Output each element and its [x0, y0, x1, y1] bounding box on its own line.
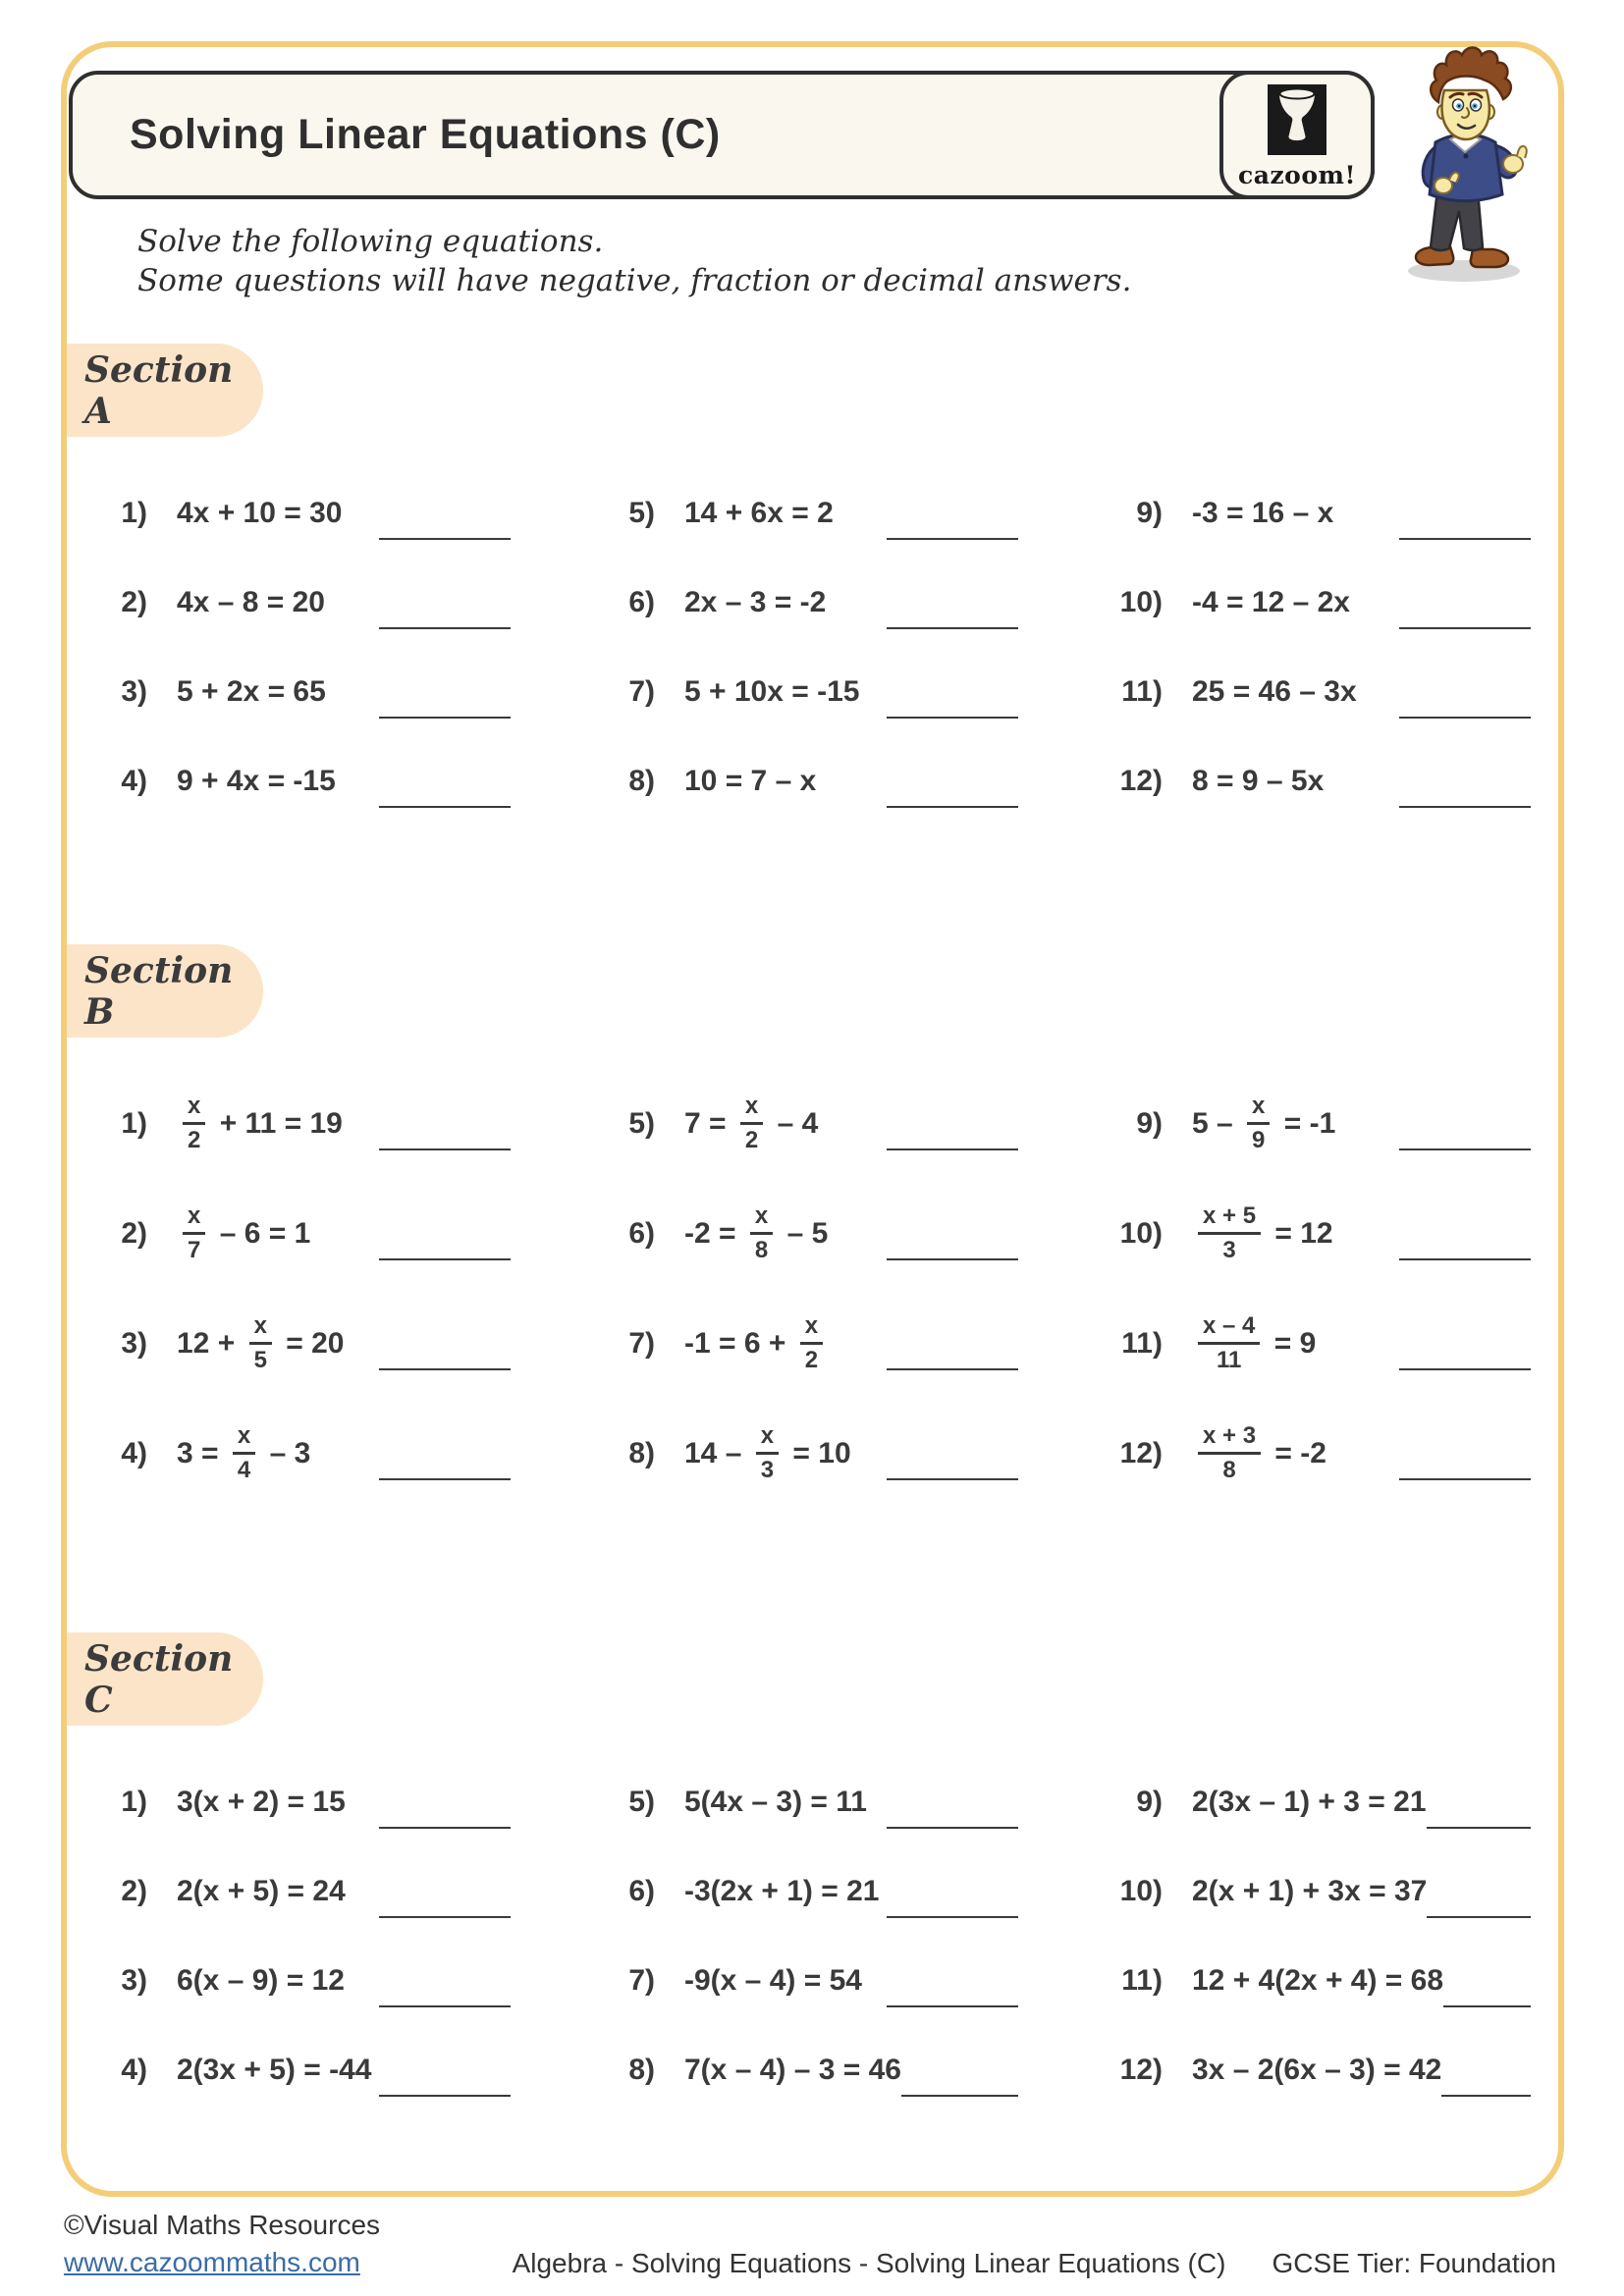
answer-line[interactable] [1399, 538, 1531, 540]
equation-text: – 4 [769, 1107, 819, 1140]
instructions [137, 222, 1131, 300]
fraction [800, 1313, 823, 1371]
fraction-numerator: x [1247, 1094, 1270, 1124]
question-number: 2) [121, 585, 147, 618]
question-c-12 [1109, 2025, 1531, 2114]
question-number: 4) [121, 2053, 147, 2086]
fraction-numerator: x [249, 1313, 272, 1344]
equation [684, 586, 826, 619]
fraction-denominator: 8 [754, 1236, 769, 1263]
answer-line[interactable] [887, 538, 1018, 540]
fraction-numerator: x + 5 [1198, 1203, 1261, 1234]
cazoom-logo [1219, 71, 1375, 199]
answer-line[interactable] [887, 806, 1018, 808]
footer-credits [64, 2207, 486, 2281]
question-number: 7) [628, 1327, 655, 1360]
website-link[interactable]: www.cazoommaths.com [64, 2247, 360, 2277]
section-a-tab [67, 344, 263, 437]
equation [684, 1314, 829, 1372]
answer-line[interactable] [1399, 1148, 1531, 1150]
fraction [1198, 1313, 1260, 1371]
question-b-2 [93, 1179, 511, 1289]
answer-line[interactable] [887, 627, 1018, 629]
question-number: 1) [121, 496, 147, 529]
cazoom-logo-text: cazoom! [1238, 161, 1356, 189]
question-number: 12) [1119, 2053, 1163, 2086]
equation [177, 1875, 346, 1908]
fraction-denominator: 11 [1217, 1346, 1242, 1373]
equation-text: 5 – [1192, 1107, 1242, 1140]
fraction-numerator: x [750, 1203, 773, 1234]
question-number: 8) [628, 1437, 655, 1469]
equation-text: 8 = 9 – 5x [1192, 764, 1325, 797]
answer-line[interactable] [1399, 1368, 1531, 1370]
answer-line[interactable] [887, 717, 1018, 719]
question-number: 9) [1136, 1785, 1163, 1818]
question-c-10 [1109, 1846, 1531, 1936]
fraction-denominator: 9 [1252, 1126, 1266, 1153]
question-number: 6) [628, 1217, 655, 1250]
equation [684, 675, 859, 709]
question-number: 11) [1121, 1327, 1163, 1360]
equation-text: 14 + 6x = 2 [684, 496, 834, 529]
answer-line[interactable] [1399, 806, 1531, 808]
question-a-6 [601, 558, 1018, 647]
equation-text: = 9 [1266, 1327, 1317, 1360]
equation [1192, 2054, 1441, 2087]
equation [1192, 1204, 1333, 1262]
question-a-12 [1109, 736, 1531, 826]
question-b-3 [93, 1289, 511, 1399]
equation [1192, 497, 1333, 530]
equation [1192, 675, 1357, 709]
equation [177, 2054, 371, 2087]
fraction-numerator: x [233, 1423, 255, 1454]
equation-text: 25 = 46 – 3x [1192, 674, 1357, 708]
equation-text: 2(3x + 5) = -44 [177, 2053, 372, 2086]
question-c-3 [93, 1936, 511, 2025]
question-a-4 [93, 736, 511, 826]
question-number: 2) [121, 1874, 147, 1907]
fraction-denominator: 3 [1222, 1236, 1236, 1263]
equation-text: = 10 [785, 1437, 851, 1469]
equation [1192, 1786, 1427, 1819]
equation-text: 2(x + 1) + 3x = 37 [1192, 1874, 1428, 1907]
question-a-10 [1109, 558, 1531, 647]
question-number: 1) [121, 1107, 147, 1140]
answer-line[interactable] [1399, 1258, 1531, 1260]
answer-line[interactable] [379, 2095, 511, 2097]
question-a-9 [1109, 468, 1531, 558]
equation-text: 14 – [684, 1437, 750, 1469]
question-a-11 [1109, 647, 1531, 736]
equation-text: = 12 [1267, 1217, 1333, 1250]
equation-text: = -2 [1267, 1437, 1326, 1469]
question-number: 10) [1119, 1217, 1163, 1250]
question-number: 3) [121, 1327, 147, 1360]
answer-line[interactable] [887, 1916, 1018, 1918]
question-number: 8) [628, 764, 655, 797]
equation-text: 10 = 7 – x [684, 764, 817, 797]
question-a-7 [601, 647, 1018, 736]
equation-text: 7 = [684, 1107, 734, 1140]
fraction-numerator: x + 3 [1198, 1423, 1261, 1454]
fraction-denominator: 3 [760, 1456, 775, 1483]
answer-line[interactable] [379, 1258, 511, 1260]
section-c-tab [67, 1632, 263, 1726]
equation [684, 1786, 867, 1819]
question-c-4 [93, 2025, 511, 2114]
title-bar [69, 71, 1375, 199]
equation [684, 1095, 818, 1152]
fraction [740, 1094, 763, 1151]
fraction-denominator: 2 [804, 1346, 819, 1373]
fraction [756, 1423, 779, 1481]
equation [1192, 1424, 1326, 1482]
question-b-5 [601, 1069, 1018, 1179]
question-a-8 [601, 736, 1018, 826]
equation-text: 5 + 2x = 65 [177, 674, 326, 708]
question-number: 5) [628, 496, 655, 529]
fraction-denominator: 8 [1222, 1456, 1236, 1483]
question-number: 11) [1121, 674, 1163, 708]
fraction [750, 1203, 773, 1261]
question-c-11 [1109, 1936, 1531, 2025]
answer-line[interactable] [379, 1368, 511, 1370]
question-number: 7) [628, 674, 655, 708]
equation-text: 3 = [177, 1437, 227, 1469]
question-number: 1) [121, 1785, 147, 1818]
question-number: 4) [121, 764, 147, 797]
equation-text: 2(x + 5) = 24 [177, 1874, 346, 1907]
answer-line[interactable] [887, 2005, 1018, 2007]
answer-line[interactable] [887, 1258, 1018, 1260]
equation-text: = 20 [277, 1327, 345, 1360]
question-b-12 [1109, 1399, 1531, 1509]
fraction-numerator: x – 4 [1198, 1313, 1260, 1344]
question-number: 4) [121, 1437, 147, 1469]
question-c-8 [601, 2025, 1018, 2114]
fraction-denominator: 5 [253, 1346, 267, 1373]
equation [684, 497, 834, 530]
answer-line[interactable] [1427, 1916, 1531, 1918]
fraction [183, 1203, 205, 1261]
answer-line[interactable] [1441, 2095, 1531, 2097]
question-number: 3) [121, 1963, 147, 1997]
equation [684, 1964, 862, 1998]
answer-line[interactable] [1399, 1478, 1531, 1480]
fraction [1247, 1094, 1270, 1151]
answer-line[interactable] [1399, 627, 1531, 629]
question-c-5 [601, 1757, 1018, 1846]
equation-text: -2 = [684, 1217, 744, 1250]
answer-line[interactable] [379, 627, 511, 629]
equation-text: = -1 [1275, 1107, 1336, 1140]
question-c-9 [1109, 1757, 1531, 1846]
answer-line[interactable] [1427, 1827, 1531, 1829]
question-number: 7) [628, 1963, 655, 1997]
question-b-4 [93, 1399, 511, 1509]
equation-text: -3 = 16 – x [1192, 496, 1334, 529]
section-b-title: Section B [84, 949, 234, 1033]
answer-line[interactable] [887, 1368, 1018, 1370]
equation-text: 4x + 10 = 30 [177, 496, 343, 529]
equation [1192, 1095, 1335, 1152]
fraction [233, 1423, 255, 1481]
fraction-numerator: x [183, 1094, 205, 1124]
equation-text: 2(3x – 1) + 3 = 21 [1192, 1785, 1427, 1818]
fraction [183, 1094, 205, 1151]
fraction-numerator: x [756, 1423, 779, 1454]
section-b-questions [93, 1069, 1624, 1509]
equation-text: + 11 = 19 [211, 1107, 343, 1140]
fraction [1198, 1203, 1261, 1261]
question-c-1 [93, 1757, 511, 1846]
question-number: 10) [1119, 585, 1163, 618]
question-number: 10) [1119, 1874, 1163, 1907]
question-number: 5) [628, 1107, 655, 1140]
answer-line[interactable] [379, 1827, 511, 1829]
section-a-questions [93, 468, 1624, 826]
question-b-11 [1109, 1289, 1531, 1399]
equation [177, 1314, 344, 1372]
equation-text: – 3 [261, 1437, 311, 1469]
equation [177, 1964, 345, 1998]
equation-text: – 6 = 1 [211, 1217, 311, 1250]
djembe-drum-icon [1268, 84, 1326, 160]
question-number: 5) [628, 1785, 655, 1818]
question-a-5 [601, 468, 1018, 558]
equation-text: -4 = 12 – 2x [1192, 585, 1350, 618]
equation-text: -1 = 6 + [684, 1327, 794, 1360]
question-number: 12) [1119, 1437, 1163, 1469]
equation [1192, 765, 1324, 798]
tier-label: GCSE Tier: Foundation [1272, 2248, 1556, 2278]
equation [684, 765, 816, 798]
equation-text: -9(x – 4) = 54 [684, 1963, 862, 1997]
equation [177, 675, 326, 709]
equation-text: 7(x – 4) – 3 = 46 [684, 2053, 901, 2086]
answer-line[interactable] [379, 1916, 511, 1918]
answer-line[interactable] [887, 1148, 1018, 1150]
equation [177, 1204, 310, 1262]
question-number: 3) [121, 674, 147, 708]
question-a-1 [93, 468, 511, 558]
equation-text: 5 + 10x = -15 [684, 674, 860, 708]
copyright-text: ©Visual Maths Resources [64, 2210, 381, 2240]
question-c-6 [601, 1846, 1018, 1936]
equation-text: 9 + 4x = -15 [177, 764, 336, 797]
fraction [249, 1313, 272, 1371]
equation [684, 2054, 901, 2087]
question-number: 8) [628, 2053, 655, 2086]
fraction-denominator: 4 [237, 1456, 251, 1483]
equation [684, 1875, 879, 1908]
answer-line[interactable] [379, 538, 511, 540]
fraction-numerator: x [183, 1203, 205, 1234]
question-b-1 [93, 1069, 511, 1179]
instructions-line-2: Some questions will have negative, fraction or decimal answers. [137, 263, 1132, 298]
equation [1192, 1964, 1443, 1998]
equation-text: – 5 [779, 1217, 829, 1250]
instructions-line-1: Solve the following equations. [137, 224, 604, 259]
question-a-2 [93, 558, 511, 647]
answer-line[interactable] [379, 1478, 511, 1480]
question-number: 11) [1121, 1963, 1163, 1997]
fraction-numerator: x [800, 1313, 823, 1344]
answer-line[interactable] [379, 717, 511, 719]
equation [1192, 586, 1350, 619]
question-c-7 [601, 1936, 1018, 2025]
equation [177, 1424, 310, 1482]
equation [177, 497, 343, 530]
fraction-denominator: 7 [188, 1236, 201, 1263]
fraction-numerator: x [740, 1094, 763, 1124]
fraction-denominator: 2 [188, 1126, 201, 1153]
equation-text: 12 + [177, 1327, 244, 1360]
question-b-8 [601, 1399, 1018, 1509]
equation-text: 6(x – 9) = 12 [177, 1963, 345, 1997]
question-number: 9) [1136, 1107, 1163, 1140]
equation-text: 3x – 2(6x – 3) = 42 [1192, 2053, 1442, 2086]
question-b-6 [601, 1179, 1018, 1289]
answer-line[interactable] [887, 1478, 1018, 1480]
section-c-questions [93, 1757, 1624, 2114]
section-c [0, 1632, 1624, 2114]
answer-line[interactable] [379, 806, 511, 808]
equation-text: -3(2x + 1) = 21 [684, 1874, 880, 1907]
question-c-2 [93, 1846, 511, 1936]
equation [177, 1095, 343, 1152]
boy-thumbs-up-mascot-icon [1389, 45, 1546, 291]
section-a-title: Section A [84, 348, 234, 432]
footer [64, 2207, 1556, 2281]
equation [177, 765, 336, 798]
fraction-denominator: 2 [744, 1126, 759, 1153]
question-number: 6) [628, 585, 655, 618]
equation-text: 3(x + 2) = 15 [177, 1785, 346, 1818]
page-title: Solving Linear Equations (C) [130, 111, 721, 158]
section-b-tab [67, 944, 263, 1038]
question-b-9 [1109, 1069, 1531, 1179]
question-b-10 [1109, 1179, 1531, 1289]
fraction [1198, 1423, 1261, 1481]
question-number: 9) [1136, 496, 1163, 529]
section-b [0, 944, 1624, 1509]
question-number: 2) [121, 1217, 147, 1250]
equation [684, 1424, 851, 1482]
question-number: 6) [628, 1874, 655, 1907]
answer-line[interactable] [1443, 2005, 1531, 2007]
equation [177, 1786, 346, 1819]
question-number: 12) [1119, 764, 1163, 797]
section-c-title: Section C [84, 1637, 234, 1721]
equation-text: 12 + 4(2x + 4) = 68 [1192, 1963, 1444, 1997]
answer-line[interactable] [379, 2005, 511, 2007]
equation [684, 1204, 828, 1262]
section-a [0, 344, 1624, 826]
question-a-3 [93, 647, 511, 736]
answer-line[interactable] [379, 1148, 511, 1150]
equation-text: 4x – 8 = 20 [177, 585, 325, 618]
equation [1192, 1875, 1427, 1908]
equation-text: 5(4x – 3) = 11 [684, 1785, 867, 1818]
question-b-7 [601, 1289, 1018, 1399]
answer-line[interactable] [887, 1827, 1018, 1829]
equation-text: 2x – 3 = -2 [684, 585, 827, 618]
equation [177, 586, 325, 619]
answer-line[interactable] [901, 2095, 1018, 2097]
equation [1192, 1314, 1316, 1372]
breadcrumb: Algebra - Solving Equations - Solving Linear Equations (C) [512, 2248, 1226, 2278]
answer-line[interactable] [1399, 717, 1531, 719]
